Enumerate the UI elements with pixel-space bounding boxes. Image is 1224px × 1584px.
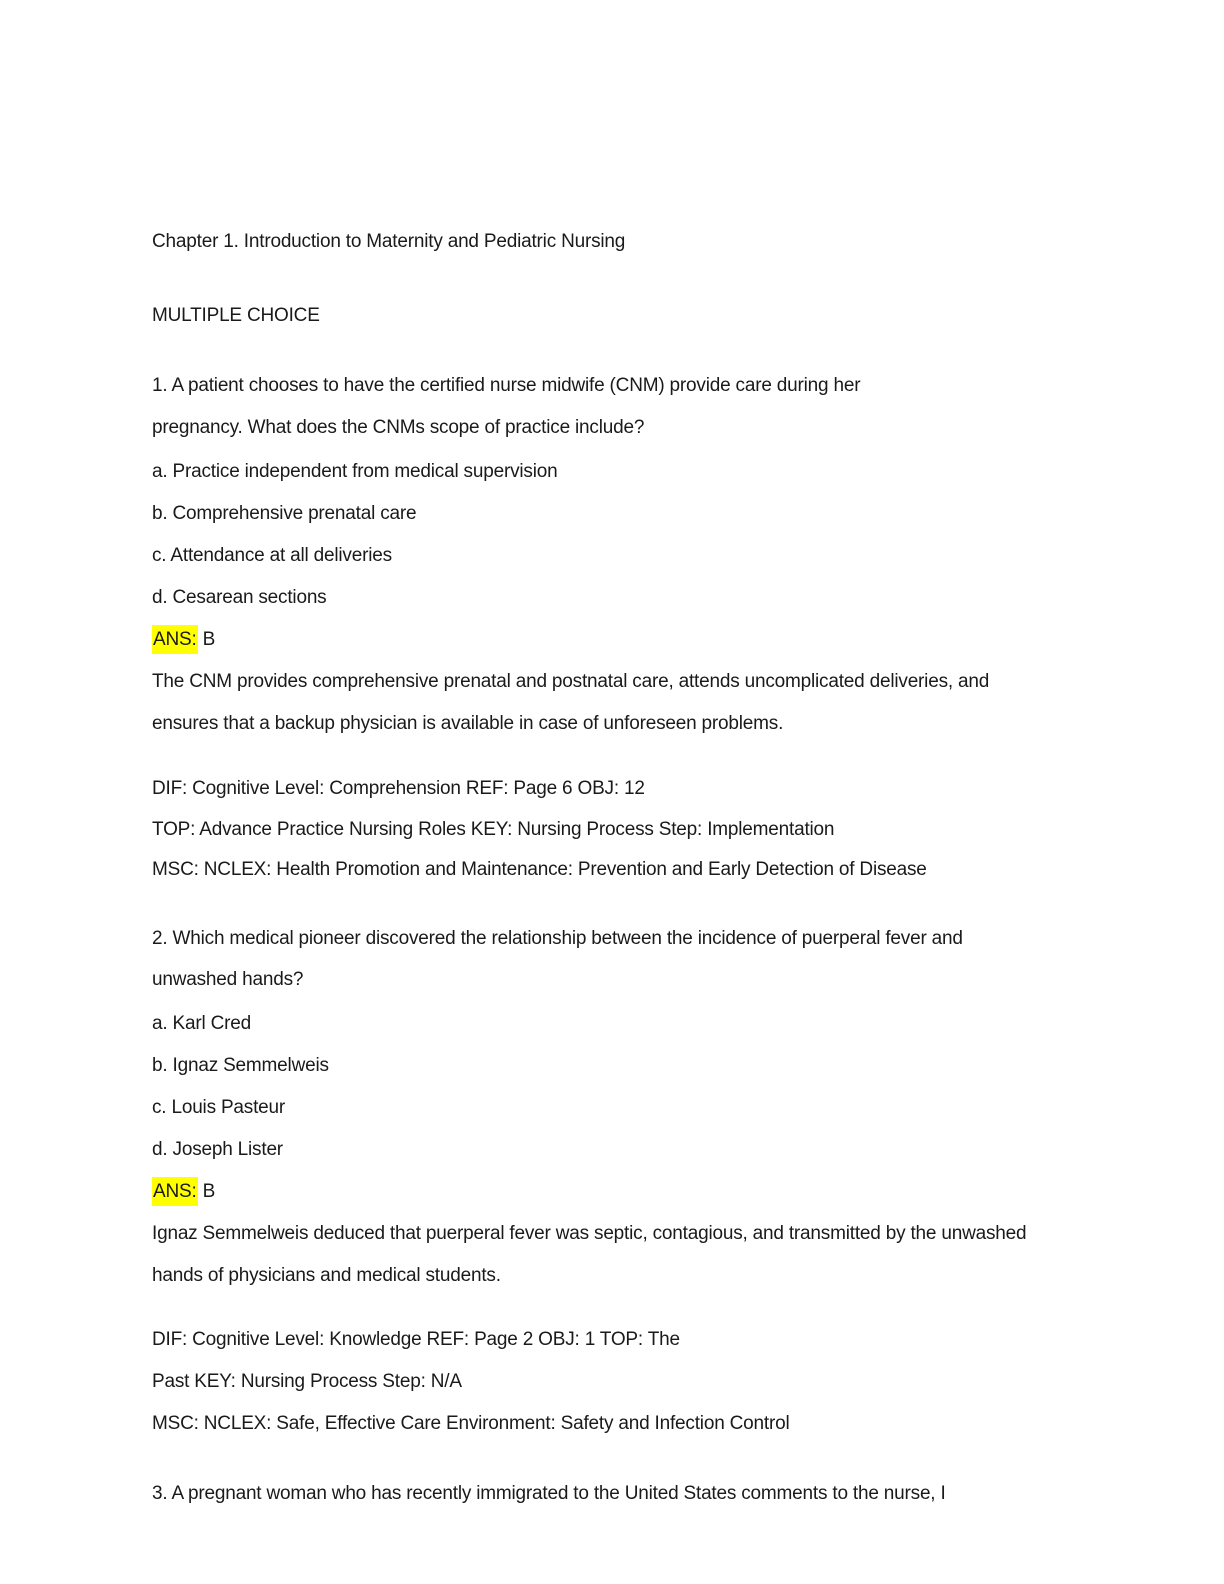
answer-option: c. Attendance at all deliveries: [152, 545, 392, 566]
question-metadata: MSC: NCLEX: Safe, Effective Care Environment: Safety and Infection Control: [152, 1413, 790, 1434]
answer-value: B: [197, 1181, 216, 1202]
answer-option: b. Ignaz Semmelweis: [152, 1055, 329, 1076]
answer-option: b. Comprehensive prenatal care: [152, 503, 417, 524]
section-heading: MULTIPLE CHOICE: [152, 305, 320, 326]
question-metadata: TOP: Advance Practice Nursing Roles KEY: Nursing Process Step: Implementation: [152, 819, 835, 840]
answer-label-highlight: ANS:: [152, 625, 198, 654]
answer-option: a. Practice independent from medical supervision: [152, 461, 558, 482]
rationale: The CNM provides comprehensive prenatal and postnatal care, attends uncomplicated deliveries, and: [152, 671, 990, 692]
answer-option: d. Joseph Lister: [152, 1139, 283, 1160]
rationale: Ignaz Semmelweis deduced that puerperal fever was septic, contagious, and transmitted by the unwashed: [152, 1223, 1027, 1244]
question-metadata: Past KEY: Nursing Process Step: N/A: [152, 1371, 462, 1392]
answer-key: [152, 628, 215, 652]
answer-value: B: [197, 629, 216, 650]
question-stem: 1. A patient chooses to have the certified nurse midwife (CNM) provide care during her: [152, 375, 861, 396]
answer-label-highlight: ANS:: [152, 1177, 198, 1206]
chapter-title: Chapter 1. Introduction to Maternity and Pediatric Nursing: [152, 231, 626, 252]
answer-key: [152, 1180, 215, 1204]
question-stem: 3. A pregnant woman who has recently immigrated to the United States comments to the nurse, I: [152, 1483, 946, 1504]
answer-option: a. Karl Cred: [152, 1013, 251, 1034]
question-stem: unwashed hands?: [152, 969, 304, 990]
question-stem: pregnancy. What does the CNMs scope of practice include?: [152, 417, 645, 438]
question-stem: 2. Which medical pioneer discovered the relationship between the incidence of puerperal fever and: [152, 928, 963, 949]
answer-option: d. Cesarean sections: [152, 587, 327, 608]
question-metadata: MSC: NCLEX: Health Promotion and Maintenance: Prevention and Early Detection of Disease: [152, 859, 927, 880]
rationale: ensures that a backup physician is available in case of unforeseen problems.: [152, 713, 784, 734]
question-metadata: DIF: Cognitive Level: Knowledge REF: Page 2 OBJ: 1 TOP: The: [152, 1329, 680, 1350]
rationale: hands of physicians and medical students.: [152, 1265, 501, 1286]
question-metadata: DIF: Cognitive Level: Comprehension REF: Page 6 OBJ: 12: [152, 778, 645, 799]
answer-option: c. Louis Pasteur: [152, 1097, 286, 1118]
